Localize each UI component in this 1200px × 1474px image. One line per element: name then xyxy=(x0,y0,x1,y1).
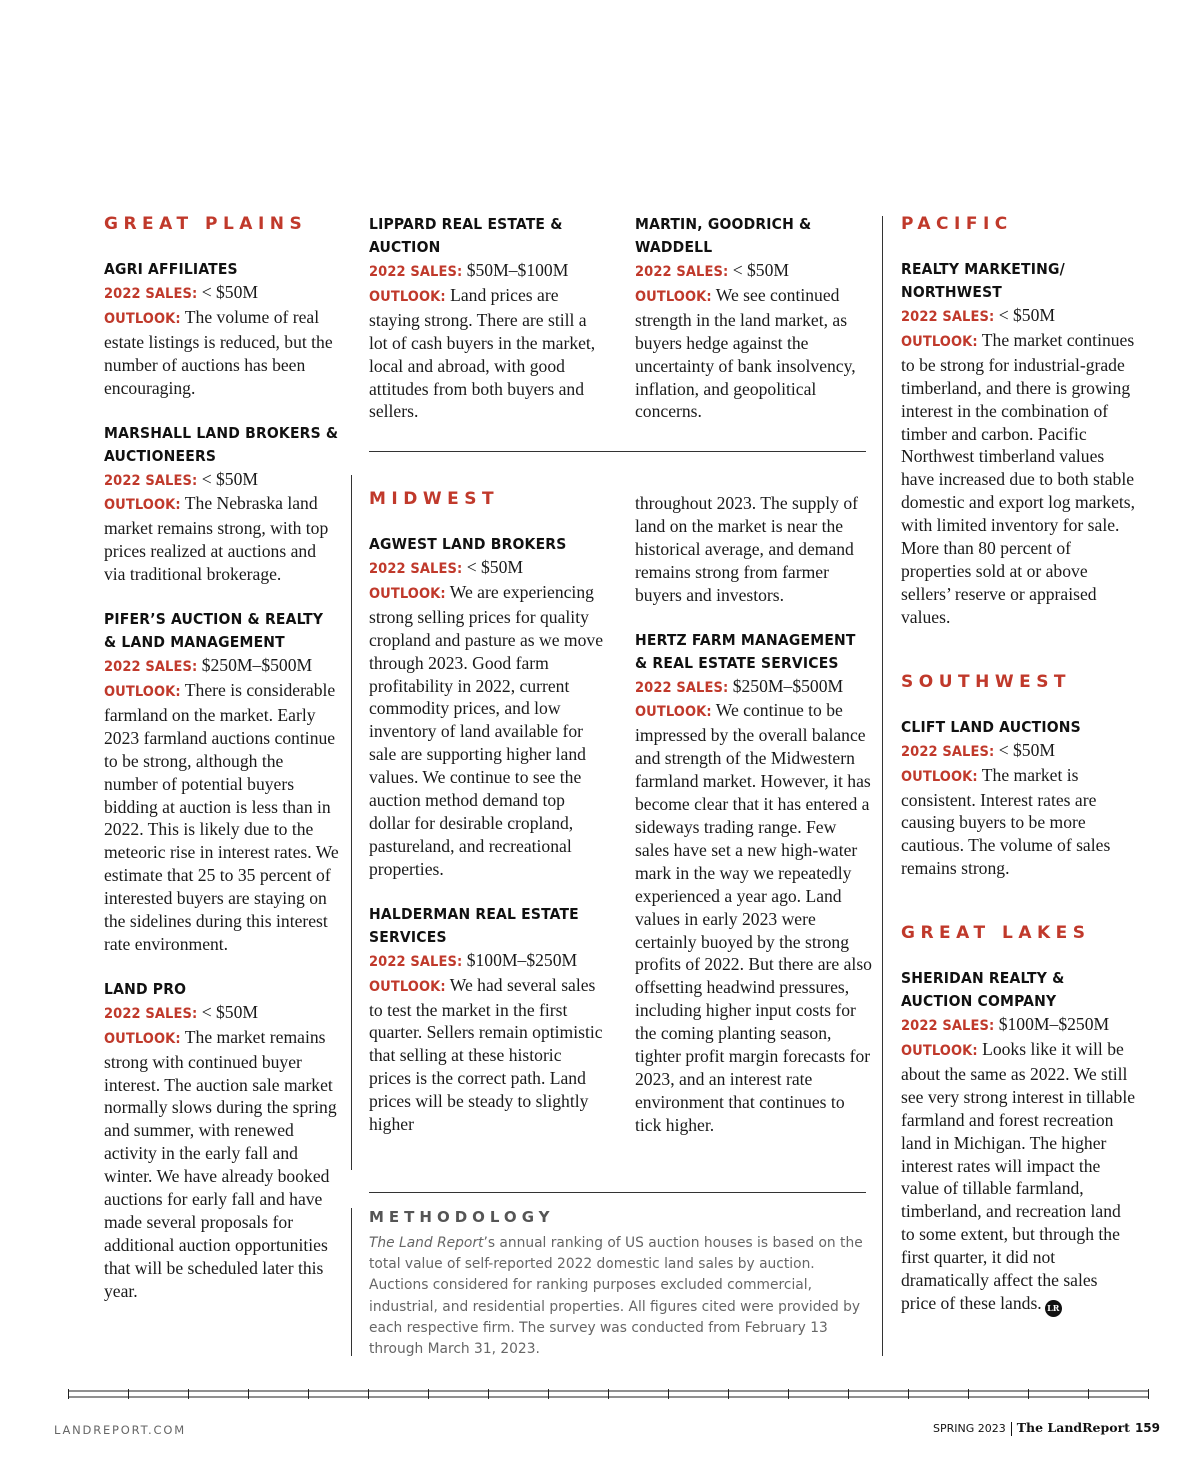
outlook-text: The volume of real estate listings is reduced, but the number of auctions has been encouraging. xyxy=(104,306,333,398)
section-heading: GREAT PLAINS xyxy=(104,214,308,234)
outlook-paragraph xyxy=(901,1038,1137,1317)
firm-entry xyxy=(104,608,340,956)
outlook-paragraph xyxy=(635,699,873,1136)
outlook-label: OUTLOOK: xyxy=(104,310,181,327)
footer-issue: SPRING 2023 xyxy=(932,1422,1006,1435)
outlook-paragraph xyxy=(104,679,340,956)
firm-entry xyxy=(369,533,607,881)
sales-value: < $50M xyxy=(466,557,524,577)
outlook-text: The market is consistent. Interest rates are causing buyers to be more cautious. The volume of sales remains strong. xyxy=(901,764,1111,879)
firm-entry xyxy=(369,213,605,423)
sales-value: $250M–$500M xyxy=(201,655,313,676)
outlook-label: OUTLOOK: xyxy=(104,683,181,700)
firm-entry xyxy=(901,258,1137,629)
sales-value: < $50M xyxy=(998,305,1056,325)
sales-value: < $50M xyxy=(201,282,259,302)
firm-name: SHERIDAN REALTY & AUCTION COMPANY xyxy=(901,969,1065,1011)
sales-value: $250M–$500M xyxy=(732,675,844,696)
outlook-label: OUTLOOK: xyxy=(369,288,446,305)
firm-name: AGRI AFFILIATES xyxy=(104,260,238,278)
outlook-text: We had several sales to test the market in the first quarter. Sellers remain optimistic that selling at these historic prices is the correct path. Land prices will be steady to slightly higher xyxy=(369,974,603,1135)
sales-line xyxy=(901,1013,1137,1038)
firm-name: HALDERMAN REAL ESTATE SERVICES xyxy=(369,904,579,946)
methodology-box xyxy=(369,1207,869,1360)
sales-label: 2022 SALES: xyxy=(901,1018,995,1035)
sales-label: 2022 SALES: xyxy=(369,953,463,970)
column-martin-goodrich xyxy=(635,213,871,423)
outlook-label: OUTLOOK: xyxy=(369,978,446,995)
methodology-heading: METHODOLOGY xyxy=(369,1208,555,1226)
outlook-paragraph xyxy=(369,284,605,423)
end-mark-icon: LR xyxy=(1045,1300,1062,1317)
methodology-publication-title: The Land Report xyxy=(369,1235,484,1251)
column-midwest-left xyxy=(369,488,607,1136)
firm-name: PIFER’S AUCTION & REALTY & LAND MANAGEMENT xyxy=(104,610,324,652)
continued-text: throughout 2023. The supply of land on the market is near the historical average, and demand remains strong from farmer buyers and investors. xyxy=(635,493,859,605)
footer-website: LANDREPORT.COM xyxy=(54,1423,186,1437)
outlook-paragraph xyxy=(104,1026,340,1303)
outlook-label: OUTLOOK: xyxy=(635,704,712,721)
sales-label: 2022 SALES: xyxy=(104,472,198,489)
firm-name: CLIFT LAND AUCTIONS xyxy=(901,717,1081,736)
section-heading: PACIFIC xyxy=(901,214,1013,234)
sales-value: < $50M xyxy=(201,1001,259,1022)
sales-value: < $50M xyxy=(732,260,790,280)
sales-value: $100M–$250M xyxy=(998,1014,1110,1035)
outlook-label: OUTLOOK: xyxy=(369,585,446,602)
vertical-rule-midwest xyxy=(351,475,352,1170)
outlook-paragraph xyxy=(369,581,607,881)
vertical-rule-right xyxy=(882,216,883,1356)
outlook-text: The Nebraska land market remains strong, with top prices realized at auctions and via traditional brokerage. xyxy=(104,493,329,585)
firm-entry xyxy=(901,967,1137,1317)
outlook-text: We see continued strength in the land market, as buyers hedge against the uncertainty of bank insolvency, inflation, and geopolitical concerns. xyxy=(635,284,856,422)
section-heading: MIDWEST xyxy=(369,489,500,509)
sales-line xyxy=(369,259,605,284)
sales-value: $50M–$100M xyxy=(466,260,569,280)
sales-line xyxy=(104,654,340,679)
firm-entry xyxy=(104,422,340,587)
column-great-plains xyxy=(104,213,340,1303)
sales-value: < $50M xyxy=(201,468,259,489)
outlook-text: The market remains strong with continued buyer interest. The auction sale market normally slows during the spring and summer, with renewed activity in the early fall and winter. We have already booked auctions for early fall and have made several proposals for additional auction opportunities that will be scheduled later this year. xyxy=(104,1026,337,1301)
horizontal-rule-methodology xyxy=(369,1192,866,1193)
methodology-body: ’s annual ranking of US auction houses is based on the total value of self-reported 2022 domestic land sales by auction. Auctions considered for ranking purposes excluded commercial, industrial, and residential properties. All figures cited were provided by each respective firm. The survey was conducted from February 13 through March 31, 2023. xyxy=(369,1235,863,1358)
vertical-rule-methodology xyxy=(351,1208,352,1356)
sales-line xyxy=(635,259,871,284)
outlook-paragraph xyxy=(901,329,1137,629)
outlook-label: OUTLOOK: xyxy=(901,1043,978,1060)
outlook-label: OUTLOOK: xyxy=(104,497,181,514)
sales-line xyxy=(635,675,873,700)
sales-value: $100M–$250M xyxy=(466,949,578,970)
column-midwest-right xyxy=(635,492,873,1137)
section-heading: GREAT LAKES xyxy=(901,923,1091,944)
outlook-text: We are experiencing strong selling prices for quality cropland and pasture as we move through 2023. Good farm profitability in 2022, current commodity prices, and low inventory of land available for sale are supporting higher land values. We continue to see the auction method demand top dollar for desirable cropland, pastureland, and recreational properties. xyxy=(369,581,604,879)
outlook-label: OUTLOOK: xyxy=(635,288,712,305)
section-heading: SOUTHWEST xyxy=(901,671,1072,692)
firm-entry xyxy=(635,213,871,423)
column-pacific-southwest-greatlakes xyxy=(901,213,1137,1317)
horizontal-rule-midwest-top xyxy=(369,451,866,452)
outlook-text: Looks like it will be about the same as 2022. We still see very strong interest in tillable farmland and forest recreation land in Michigan. The higher interest rates will impact the value of tillable farmland, timberland, and recreation land to some extent, but through the first quarter, it did not dramatically affect the sales price of these lands. xyxy=(901,1039,1136,1313)
column-lippard xyxy=(369,213,605,423)
sales-label: 2022 SALES: xyxy=(901,743,995,760)
sales-line xyxy=(104,468,340,493)
sales-line xyxy=(901,304,1137,329)
sales-label: 2022 SALES: xyxy=(369,264,463,280)
outlook-paragraph xyxy=(635,284,871,423)
firm-entry xyxy=(635,629,873,1137)
sales-line xyxy=(369,556,607,581)
firm-name: LAND PRO xyxy=(104,979,187,998)
methodology-text xyxy=(369,1233,869,1360)
firm-name: REALTY MARKETING/ NORTHWEST xyxy=(901,260,1065,301)
sales-label: 2022 SALES: xyxy=(369,561,463,577)
footer-magazine: The LandReport xyxy=(1016,1420,1130,1435)
firm-name: MARSHALL LAND BROKERS & AUCTIONEERS xyxy=(104,423,339,465)
outlook-paragraph xyxy=(104,492,340,586)
firm-entry xyxy=(104,978,340,1303)
outlook-text: Land prices are staying strong. There are still a lot of cash buyers in the market, local and abroad, with good attitudes from both buyers and sellers. xyxy=(369,284,596,422)
firm-name: AGWEST LAND BROKERS xyxy=(369,535,567,553)
sales-label: 2022 SALES: xyxy=(635,679,729,696)
footer-issue-info xyxy=(933,1420,1160,1436)
sales-line xyxy=(901,739,1137,764)
outlook-label: OUTLOOK: xyxy=(901,333,978,350)
outlook-label: OUTLOOK: xyxy=(901,768,978,785)
outlook-text: There is considerable farmland on the market. Early 2023 farmland auctions continue to be strong, although the number of potential buyers bidding at auction is less than in 2022. This is likely due to the meteoric rise in interest rates. We estimate that 25 to 35 percent of interested buyers are staying on the sidelines during this interest rate environment. xyxy=(104,679,339,954)
firm-name: LIPPARD REAL ESTATE & AUCTION xyxy=(369,215,563,256)
page-number: 159 xyxy=(1134,1421,1160,1435)
sales-line xyxy=(369,949,607,974)
outlook-paragraph xyxy=(369,974,607,1136)
sales-label: 2022 SALES: xyxy=(901,309,995,325)
sales-label: 2022 SALES: xyxy=(104,286,198,302)
firm-entry xyxy=(901,716,1137,880)
footer-ruler xyxy=(68,1389,1149,1399)
outlook-text: The market continues to be strong for industrial-grade timberland, and there is growing interest in the combination of timber and carbon. Pacific Northwest timberland values have increased due to both stable domestic and export log markets, with limited inventory for sale. More than 80 percent of properties sold at or above sellers’ reserve or appraised values. xyxy=(901,329,1136,627)
outlook-label: OUTLOOK: xyxy=(104,1030,181,1047)
firm-entry xyxy=(104,258,340,400)
outlook-paragraph xyxy=(104,306,340,400)
sales-label: 2022 SALES: xyxy=(104,659,198,676)
firm-name: MARTIN, GOODRICH & WADDELL xyxy=(635,215,812,256)
sales-label: 2022 SALES: xyxy=(104,1005,198,1022)
sales-line xyxy=(104,1001,340,1026)
sales-value: < $50M xyxy=(998,739,1056,760)
sales-line xyxy=(104,281,340,306)
firm-entry xyxy=(369,903,607,1136)
outlook-text: We continue to be impressed by the overall balance and strength of the Midwestern farmland market. However, it has become clear that it has entered a sideways trading range. Few sales have set a new high-water mark in the way we repeatedly experienced a year ago. Land values in early 2023 were certainly buoyed by the strong profits of 2022. But there are also offsetting headwind pressures, including higher input costs for the coming planting season, tighter profit margin forecasts for 2023, and an interest rate environment that continues to tick higher. xyxy=(635,700,872,1135)
outlook-paragraph xyxy=(901,764,1137,881)
firm-name: HERTZ FARM MANAGEMENT & REAL ESTATE SERVICES xyxy=(635,630,856,672)
footer-separator xyxy=(1011,1422,1012,1436)
sales-label: 2022 SALES: xyxy=(635,264,729,280)
